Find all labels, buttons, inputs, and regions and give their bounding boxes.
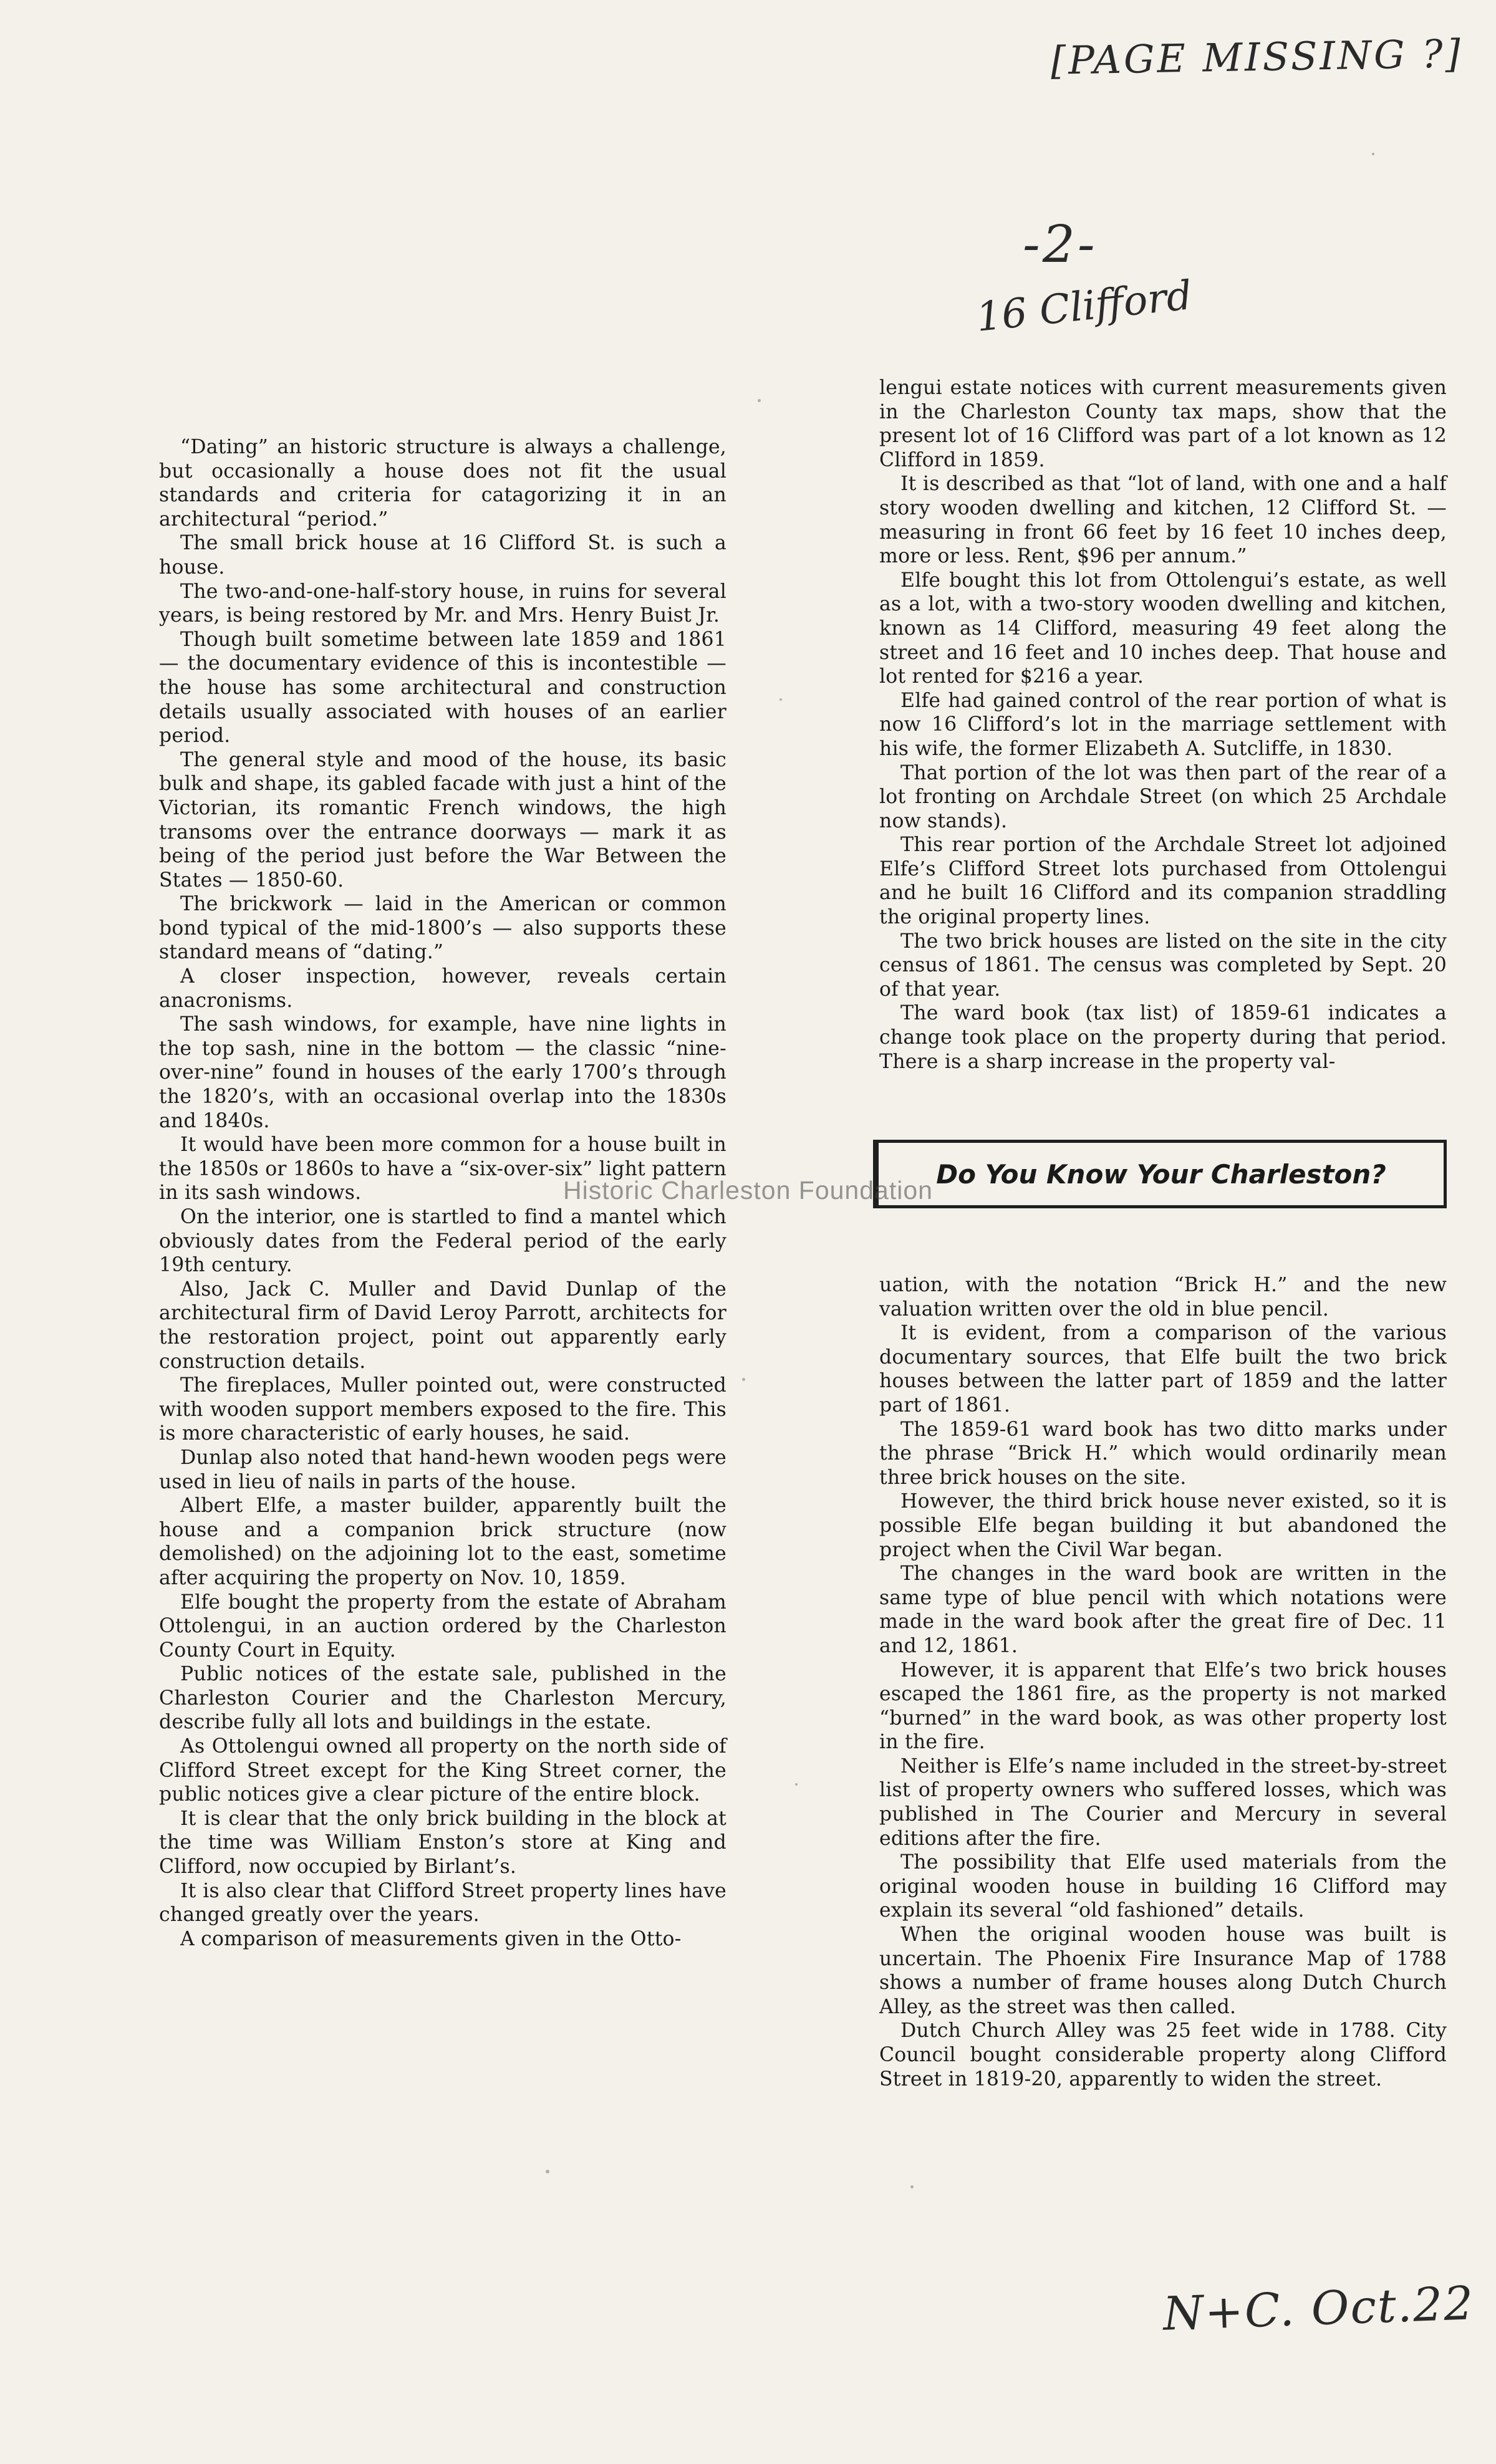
article-paragraph: It is evident, from a comparison of the various documentary sources, that Elfe built the two brick houses between the latter part of 1859 and the latter part of 1861.: [879, 1322, 1447, 1417]
article-paragraph: The ward book (tax list) of 1859-61 indicates a change took place on the property during that period. There is a sharp increase in the property val-: [879, 1002, 1447, 1073]
article-paragraph: The fireplaces, Muller pointed out, were constructed with wooden support members exposed to the fire. This is more characteristic of early houses, he said.: [159, 1374, 726, 1445]
scan-speck: [546, 2170, 549, 2173]
article-paragraph: Dunlap also noted that hand-hewn wooden pegs were used in lieu of nails in parts of the house.: [159, 1446, 726, 1493]
article-paragraph: It would have been more common for a house built in the 1850s or 1860s to have a “six-over-six” light pattern in its sash windows.: [159, 1133, 726, 1205]
article-paragraph: The sash windows, for example, have nine lights in the top sash, nine in the bottom — the classic “nine-over-nine” found in houses of the early 1700’s through the 1820’s, with an occasional overlap into the 1830s and 1840s.: [159, 1013, 726, 1132]
article-right-column-top: [879, 376, 1447, 1074]
article-paragraph: The two-and-one-half-story house, in ruins for several years, is being restored by Mr. and Mrs. Henry Buist Jr.: [159, 580, 726, 627]
article-paragraph: Albert Elfe, a master builder, apparently built the house and a companion brick structure (now demolished) on the adjoining lot to the east, sometime after acquiring the property on Nov. 10, 1859.: [159, 1494, 726, 1589]
article-paragraph: This rear portion of the Archdale Street lot adjoined Elfe’s Clifford Street lots purchased from Ottolengui and he built 16 Clifford and its companion straddling the original property lines.: [879, 834, 1447, 929]
article-paragraph: That portion of the lot was then part of the rear of a lot fronting on Archdale Street (on which 25 Archdale now stands).: [879, 761, 1447, 832]
article-paragraph: Elfe bought the property from the estate of Abraham Ottolengui, in an auction ordered by the Charleston County Court in Equity.: [159, 1591, 726, 1662]
article-paragraph: When the original wooden house was built is uncertain. The Phoenix Fire Insurance Map of 1788 shows a number of frame houses along Dutch Church Alley, as the street was then called.: [879, 1923, 1447, 2018]
article-paragraph: However, it is apparent that Elfe’s two brick houses escaped the 1861 fire, as the property is not marked “burned” in the ward book, as was other property lost in the fire.: [879, 1658, 1447, 1754]
article-right-column-bottom: [879, 1273, 1447, 2091]
article-paragraph: It is described as that “lot of land, with one and a half story wooden dwelling and kitchen, 12 Clifford St. — measuring in front 66 feet by 16 feet 10 inches deep, more or less. Rent, $96 per annum.”: [879, 473, 1447, 568]
article-paragraph: Public notices of the estate sale, published in the Charleston Courier and the Charleston Mercury, describe fully all lots and buildings in the estate.: [159, 1663, 726, 1734]
article-paragraph: Dutch Church Alley was 25 feet wide in 1788. City Council bought considerable property along Clifford Street in 1819-20, apparently to widen the street.: [879, 2019, 1447, 2091]
scan-speck: [1372, 153, 1374, 155]
scan-speck: [779, 698, 782, 701]
source-date-note: N+C. Oct.22: [1162, 2276, 1475, 2341]
scan-speck: [910, 2185, 914, 2188]
article-paragraph: A comparison of measurements given in the Otto-: [180, 1927, 682, 1950]
scan-speck: [758, 399, 761, 402]
article-paragraph: The 1859-61 ward book has two ditto marks under the phrase “Brick H.” which would ordinarily mean three brick houses on the site.: [879, 1418, 1447, 1489]
article-paragraph: The changes in the ward book are written in the same type of blue pencil with which notations were made in the ward book after the great fire of Dec. 11 and 12, 1861.: [879, 1562, 1447, 1657]
article-paragraph: Elfe had gained control of the rear portion of what is now 16 Clifford’s lot in the marriage settlement with his wife, the former Elizabeth A. Sutcliffe, in 1830.: [879, 689, 1447, 760]
article-paragraph: Though built sometime between late 1859 and 1861 — the documentary evidence of this is incontestible — the house has some architectural and construction details usually associated with houses of an earlier period.: [159, 628, 726, 748]
article-paragraph: As Ottolengui owned all property on the north side of Clifford Street except for the King Street corner, the public notices give a clear picture of the entire block.: [159, 1735, 726, 1806]
article-paragraph: “Dating” an historic structure is always a challenge, but occasionally a house does not fit the usual standards and criteria for catagorizing it in an architectural “period.”: [159, 436, 726, 531]
article-paragraph: lengui estate notices with current measurements given in the Charleston County tax maps, show that the present lot of 16 Clifford was part of a lot known as 12 Clifford in 1859.: [879, 377, 1447, 471]
scan-speck: [795, 1783, 798, 1786]
page-number-note: -2-: [1023, 215, 1098, 274]
scan-speck: [742, 1378, 745, 1381]
article-paragraph: On the interior, one is startled to find a mantel which obviously dates from the Federal period of the early 19th century.: [159, 1206, 726, 1277]
article-paragraph: The possibility that Elfe used materials from the original wooden house in building 16 Clifford may explain its several “old fashioned” details.: [879, 1851, 1447, 1922]
watermark: Historic Charleston Foundation: [563, 1176, 933, 1205]
article-paragraph: A closer inspection, however, reveals certain anacronisms.: [159, 965, 726, 1012]
article-paragraph: It is also clear that Clifford Street property lines have changed greatly over the years.: [159, 1879, 726, 1927]
article-paragraph: uation, with the notation “Brick H.” and the new valuation written over the old in blue pencil.: [879, 1274, 1447, 1321]
article-paragraph: However, the third brick house never existed, so it is possible Elfe began building it but abandoned the project when the Civil War began.: [879, 1490, 1447, 1561]
article-paragraph: The two brick houses are listed on the site in the city census of 1861. The census was completed by Sept. 20 of that year.: [879, 930, 1447, 1001]
sidebar-heading: Do You Know Your Charleston?: [936, 1158, 1386, 1190]
article-paragraph: Elfe bought this lot from Ottolengui’s estate, as well as a lot, with a two-story wooden dwelling and kitchen, known as 14 Clifford, measuring 49 feet along the street and 16 feet and 10 inches deep. That house and lot rented for $216 a year.: [879, 569, 1447, 688]
article-paragraph: The small brick house at 16 Clifford St. is such a house.: [159, 532, 726, 579]
article-paragraph: The general style and mood of the house, its basic bulk and shape, its gabled facade with just a hint of the Victorian, its romantic French windows, the high transoms over the entrance doorways — mark it as being of the period just before the War Between the States — 1850-60.: [159, 748, 726, 892]
article-paragraph: It is clear that the only brick building in the block at the time was William Enston’s store at King and Clifford, now occupied by Birlant’s.: [159, 1807, 726, 1879]
article-paragraph: The brickwork — laid in the American or common bond typical of the mid-1800’s — also supports these standard means of “dating.”: [159, 893, 726, 964]
article-paragraph: Neither is Elfe’s name included in the street-by-street list of property owners who suffered losses, which was published in The Courier and Mercury in several editions after the fire.: [879, 1754, 1447, 1850]
location-note: 16 Clifford: [974, 272, 1195, 341]
article-paragraph: Also, Jack C. Muller and David Dunlap of the architectural firm of David Leroy Parrott, architects for the restoration project, point out apparently early construction details.: [159, 1278, 726, 1373]
page-missing-note: [PAGE MISSING ?]: [1050, 31, 1464, 84]
